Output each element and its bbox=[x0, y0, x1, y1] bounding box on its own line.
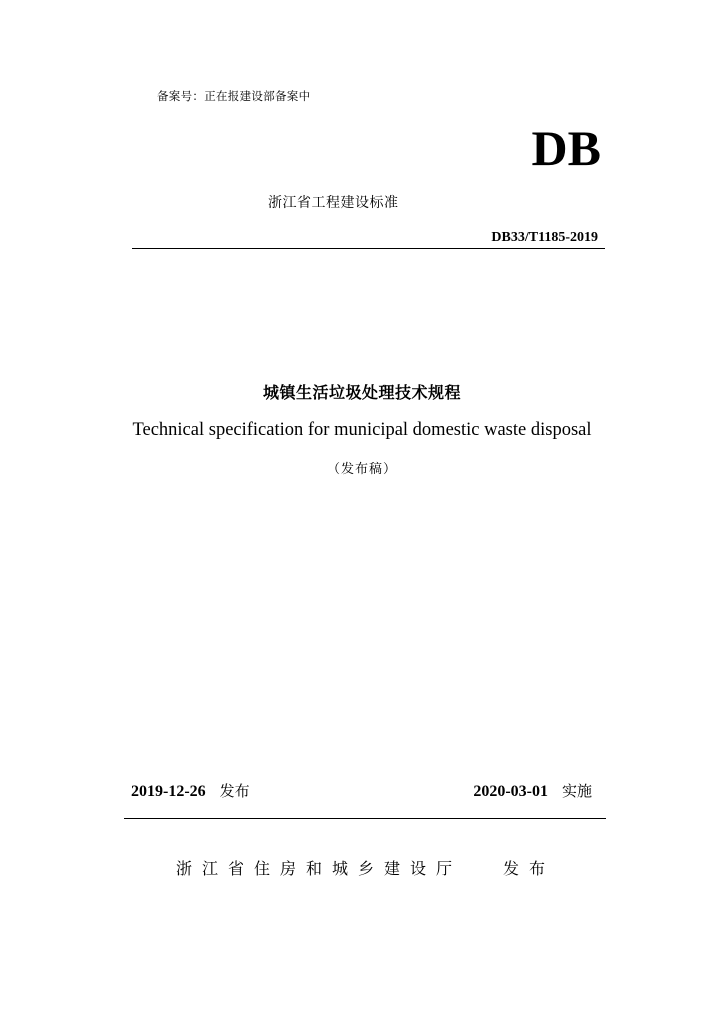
implementation-date: 2020-03-01 bbox=[473, 783, 548, 800]
draft-status: （发布稿） bbox=[326, 462, 397, 477]
implementation-date-block bbox=[473, 780, 592, 801]
footer-divider bbox=[124, 818, 606, 819]
title-english: Technical specification for municipal domestic waste disposal bbox=[132, 420, 592, 440]
title-chinese: 城镇生活垃圾处理技术规程 bbox=[262, 383, 461, 402]
implementation-label: 实施 bbox=[561, 782, 592, 800]
issuer-name: 浙江省住房和城乡建设厅 bbox=[176, 859, 463, 878]
filing-record: 备案号：正在报建设部备案中 bbox=[157, 89, 311, 103]
standard-class: 浙江省工程建设标准 bbox=[268, 195, 399, 211]
issuer-action: 发布 bbox=[503, 859, 556, 878]
issue-date: 2019-12-26 bbox=[131, 783, 206, 800]
header-divider bbox=[132, 248, 605, 249]
standard-mark: DB bbox=[531, 120, 601, 176]
issue-date-block bbox=[131, 780, 250, 801]
issue-label: 发布 bbox=[219, 782, 250, 800]
standard-number: DB33/T1185-2019 bbox=[491, 230, 598, 245]
